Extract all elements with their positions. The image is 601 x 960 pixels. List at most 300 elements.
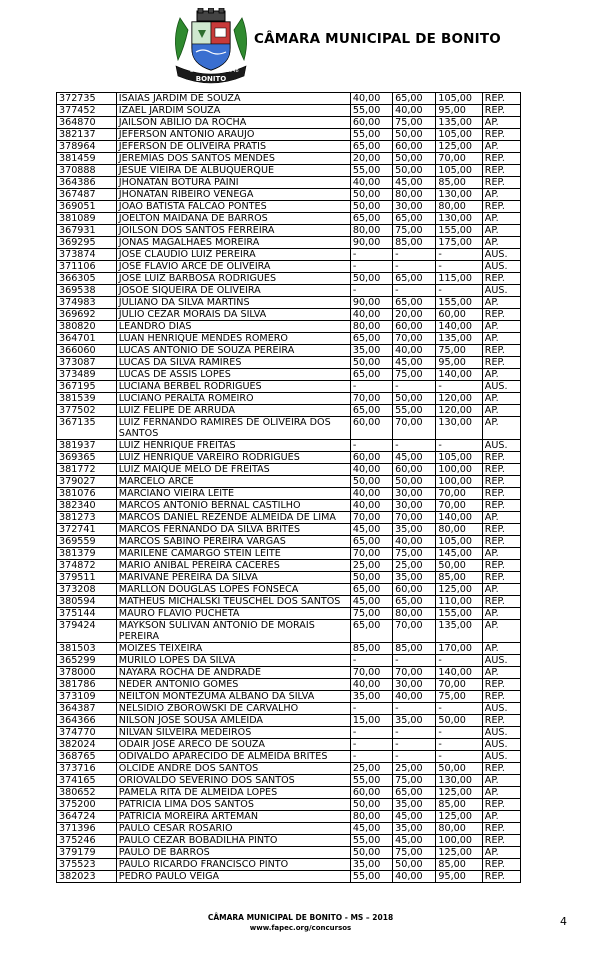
table-row bbox=[57, 524, 521, 536]
table-row bbox=[57, 584, 521, 596]
score-1-cell: 40,00 bbox=[350, 93, 392, 105]
score-2-cell: 45,00 bbox=[393, 811, 436, 823]
total-score-cell: 120,00 bbox=[436, 405, 482, 417]
candidate-id-cell: 381786 bbox=[57, 679, 117, 691]
score-2-cell: 40,00 bbox=[393, 871, 436, 883]
result-status-cell: REP. bbox=[482, 715, 520, 727]
candidate-id-cell: 371396 bbox=[57, 823, 117, 835]
total-score-cell: - bbox=[436, 440, 482, 452]
result-status-cell: REP. bbox=[482, 309, 520, 321]
candidate-name-cell: JHONATAN RIBEIRO VENEGA bbox=[116, 189, 350, 201]
result-status-cell: AP. bbox=[482, 775, 520, 787]
candidate-id-cell: 377452 bbox=[57, 105, 117, 117]
table-row bbox=[57, 93, 521, 105]
candidate-name-cell: MARCOS ANTONIO BERNAL CASTILHO bbox=[116, 500, 350, 512]
candidate-id-cell: 364386 bbox=[57, 177, 117, 189]
candidate-name-cell: LUIZ HENRIQUE VAREIRO RODRIGUES bbox=[116, 452, 350, 464]
result-status-cell: AP. bbox=[482, 608, 520, 620]
result-status-cell: AP. bbox=[482, 369, 520, 381]
candidate-name-cell: JESUE VIEIRA DE ALBUQUERQUE bbox=[116, 165, 350, 177]
total-score-cell: 95,00 bbox=[436, 871, 482, 883]
score-2-cell: 65,00 bbox=[393, 787, 436, 799]
score-2-cell: - bbox=[393, 739, 436, 751]
result-status-cell: AP. bbox=[482, 225, 520, 237]
total-score-cell: 85,00 bbox=[436, 572, 482, 584]
table-row bbox=[57, 763, 521, 775]
score-2-cell: 40,00 bbox=[393, 691, 436, 703]
candidate-name-cell: ODAIR JOSÉ ARECO DE SOUZA bbox=[116, 739, 350, 751]
candidate-id-cell: 374770 bbox=[57, 727, 117, 739]
emblem-banner-text: BONITO bbox=[195, 75, 227, 83]
result-status-cell: REP. bbox=[482, 464, 520, 476]
candidate-name-cell: ISAIAS JARDIM DE SOUZA bbox=[116, 93, 350, 105]
total-score-cell: 50,00 bbox=[436, 763, 482, 775]
candidate-id-cell: 379511 bbox=[57, 572, 117, 584]
table-row bbox=[57, 787, 521, 799]
table-row bbox=[57, 512, 521, 524]
candidate-name-cell: PAMELA RITA DE ALMEIDA LOPES bbox=[116, 787, 350, 799]
score-2-cell: 40,00 bbox=[393, 536, 436, 548]
result-status-cell: AUS. bbox=[482, 285, 520, 297]
total-score-cell: 155,00 bbox=[436, 608, 482, 620]
table-row bbox=[57, 608, 521, 620]
candidate-name-cell: MARCOS SABINO PEREIRA VARGAS bbox=[116, 536, 350, 548]
table-row bbox=[57, 799, 521, 811]
footer-title: CÂMARA MUNICIPAL DE BONITO - MS – 2018 bbox=[207, 913, 394, 922]
score-2-cell: 75,00 bbox=[393, 369, 436, 381]
score-1-cell: 50,00 bbox=[350, 273, 392, 285]
score-2-cell: 35,00 bbox=[393, 524, 436, 536]
total-score-cell: - bbox=[436, 739, 482, 751]
candidate-name-cell: LUCAS DE ASSIS LOPES bbox=[116, 369, 350, 381]
result-status-cell: REP. bbox=[482, 799, 520, 811]
total-score-cell: 100,00 bbox=[436, 476, 482, 488]
result-status-cell: REP. bbox=[482, 823, 520, 835]
result-status-cell: REP. bbox=[482, 153, 520, 165]
candidate-name-cell: MURILO LOPES DA SILVA bbox=[116, 655, 350, 667]
total-score-cell: 140,00 bbox=[436, 512, 482, 524]
table-row bbox=[57, 440, 521, 452]
table-row bbox=[57, 273, 521, 285]
candidate-name-cell: LUIZ HENRIQUE FREITAS bbox=[116, 440, 350, 452]
result-status-cell: AP. bbox=[482, 643, 520, 655]
candidate-id-cell: 381503 bbox=[57, 643, 117, 655]
score-1-cell: 60,00 bbox=[350, 417, 392, 440]
score-2-cell: 45,00 bbox=[393, 452, 436, 464]
candidate-id-cell: 364366 bbox=[57, 715, 117, 727]
candidate-id-cell: 382023 bbox=[57, 871, 117, 883]
table-row bbox=[57, 620, 521, 643]
total-score-cell: 130,00 bbox=[436, 775, 482, 787]
candidate-name-cell: NEDER ANTONIO GOMES bbox=[116, 679, 350, 691]
result-status-cell: REP. bbox=[482, 524, 520, 536]
candidate-id-cell: 374165 bbox=[57, 775, 117, 787]
results-table bbox=[56, 92, 521, 883]
score-2-cell: 60,00 bbox=[393, 321, 436, 333]
candidate-id-cell: 379027 bbox=[57, 476, 117, 488]
candidate-id-cell: 381459 bbox=[57, 153, 117, 165]
table-row bbox=[57, 536, 521, 548]
candidate-id-cell: 369051 bbox=[57, 201, 117, 213]
total-score-cell: 60,00 bbox=[436, 309, 482, 321]
score-1-cell: 60,00 bbox=[350, 787, 392, 799]
table-row bbox=[57, 572, 521, 584]
table-row bbox=[57, 333, 521, 345]
score-2-cell: 75,00 bbox=[393, 775, 436, 787]
result-status-cell: AP. bbox=[482, 237, 520, 249]
total-score-cell: 145,00 bbox=[436, 548, 482, 560]
table-row bbox=[57, 835, 521, 847]
score-1-cell: 50,00 bbox=[350, 799, 392, 811]
result-status-cell: AP. bbox=[482, 333, 520, 345]
candidate-id-cell: 366060 bbox=[57, 345, 117, 357]
candidate-name-cell: NAYARA ROCHA DE ANDRADE bbox=[116, 667, 350, 679]
score-1-cell: 55,00 bbox=[350, 871, 392, 883]
candidate-name-cell: NEILTON MONTEZUMA ALBANO DA SILVA bbox=[116, 691, 350, 703]
score-2-cell: 40,00 bbox=[393, 345, 436, 357]
candidate-name-cell: LUIZ MAIQUE MELO DE FREITAS bbox=[116, 464, 350, 476]
score-2-cell: - bbox=[393, 249, 436, 261]
candidate-id-cell: 369538 bbox=[57, 285, 117, 297]
score-2-cell: 70,00 bbox=[393, 512, 436, 524]
table-row bbox=[57, 871, 521, 883]
result-status-cell: REP. bbox=[482, 165, 520, 177]
score-2-cell: 50,00 bbox=[393, 393, 436, 405]
candidate-id-cell: 373109 bbox=[57, 691, 117, 703]
score-2-cell: 30,00 bbox=[393, 488, 436, 500]
table-row bbox=[57, 417, 521, 440]
score-1-cell: - bbox=[350, 727, 392, 739]
result-status-cell: AUS. bbox=[482, 739, 520, 751]
total-score-cell: 50,00 bbox=[436, 560, 482, 572]
score-2-cell: 65,00 bbox=[393, 297, 436, 309]
table-row bbox=[57, 285, 521, 297]
score-1-cell: 45,00 bbox=[350, 823, 392, 835]
result-status-cell: AP. bbox=[482, 297, 520, 309]
score-1-cell: 80,00 bbox=[350, 811, 392, 823]
score-1-cell: - bbox=[350, 655, 392, 667]
candidate-id-cell: 373489 bbox=[57, 369, 117, 381]
table-row bbox=[57, 548, 521, 560]
score-2-cell: 35,00 bbox=[393, 799, 436, 811]
total-score-cell: - bbox=[436, 655, 482, 667]
score-2-cell: - bbox=[393, 655, 436, 667]
total-score-cell: - bbox=[436, 249, 482, 261]
table-row bbox=[57, 225, 521, 237]
table-row bbox=[57, 679, 521, 691]
candidate-id-cell: 380820 bbox=[57, 321, 117, 333]
emblem-year-right: 1948 bbox=[226, 68, 239, 74]
score-1-cell: 70,00 bbox=[350, 548, 392, 560]
score-2-cell: 25,00 bbox=[393, 560, 436, 572]
result-status-cell: REP. bbox=[482, 871, 520, 883]
candidate-id-cell: 381076 bbox=[57, 488, 117, 500]
candidate-id-cell: 367135 bbox=[57, 417, 117, 440]
candidate-id-cell: 377502 bbox=[57, 405, 117, 417]
table-row bbox=[57, 464, 521, 476]
candidate-name-cell: PEDRO PAULO VEIGA bbox=[116, 871, 350, 883]
score-1-cell: 65,00 bbox=[350, 369, 392, 381]
score-1-cell: 65,00 bbox=[350, 213, 392, 225]
score-2-cell: - bbox=[393, 261, 436, 273]
score-1-cell: 70,00 bbox=[350, 393, 392, 405]
score-1-cell: 45,00 bbox=[350, 524, 392, 536]
candidate-id-cell: 375246 bbox=[57, 835, 117, 847]
candidate-name-cell: LUAN HENRIQUE MENDES ROMERO bbox=[116, 333, 350, 345]
score-2-cell: 75,00 bbox=[393, 548, 436, 560]
score-2-cell: 35,00 bbox=[393, 823, 436, 835]
score-2-cell: 30,00 bbox=[393, 679, 436, 691]
total-score-cell: 135,00 bbox=[436, 620, 482, 643]
emblem-year-left: 2 10 bbox=[190, 68, 202, 74]
table-row bbox=[57, 345, 521, 357]
score-2-cell: - bbox=[393, 703, 436, 715]
total-score-cell: 120,00 bbox=[436, 393, 482, 405]
score-2-cell: 50,00 bbox=[393, 859, 436, 871]
candidate-name-cell: LUCIANO PERALTA ROMEIRO bbox=[116, 393, 350, 405]
result-status-cell: AP. bbox=[482, 189, 520, 201]
candidate-id-cell: 367931 bbox=[57, 225, 117, 237]
candidate-id-cell: 379424 bbox=[57, 620, 117, 643]
candidate-id-cell: 372735 bbox=[57, 93, 117, 105]
score-1-cell: 40,00 bbox=[350, 177, 392, 189]
total-score-cell: 70,00 bbox=[436, 153, 482, 165]
candidate-name-cell: MAYKSON SULIVAN ANTONIO DE MORAIS PEREIRA bbox=[116, 620, 350, 643]
table-row bbox=[57, 177, 521, 189]
score-2-cell: 85,00 bbox=[393, 643, 436, 655]
table-row bbox=[57, 488, 521, 500]
score-2-cell: 60,00 bbox=[393, 584, 436, 596]
result-status-cell: AUS. bbox=[482, 727, 520, 739]
candidate-name-cell: LUIZ FELIPE DE ARRUDA bbox=[116, 405, 350, 417]
result-status-cell: REP. bbox=[482, 201, 520, 213]
total-score-cell: 80,00 bbox=[436, 524, 482, 536]
score-2-cell: 35,00 bbox=[393, 715, 436, 727]
candidate-name-cell: NILVAN SILVEIRA MEDEIROS bbox=[116, 727, 350, 739]
score-1-cell: 50,00 bbox=[350, 572, 392, 584]
result-status-cell: AUS. bbox=[482, 249, 520, 261]
score-1-cell: 55,00 bbox=[350, 129, 392, 141]
candidate-name-cell: ODIVALDO APARECIDO DE ALMEIDA BRITES bbox=[116, 751, 350, 763]
result-status-cell: REP. bbox=[482, 357, 520, 369]
candidate-id-cell: 381273 bbox=[57, 512, 117, 524]
total-score-cell: 95,00 bbox=[436, 105, 482, 117]
table-row bbox=[57, 189, 521, 201]
total-score-cell: 110,00 bbox=[436, 596, 482, 608]
score-2-cell: 45,00 bbox=[393, 357, 436, 369]
candidate-name-cell: MARIVANE PEREIRA DA SILVA bbox=[116, 572, 350, 584]
candidate-name-cell: JAILSON ABÍLIO DA ROCHA bbox=[116, 117, 350, 129]
total-score-cell: 130,00 bbox=[436, 417, 482, 440]
candidate-id-cell: 370888 bbox=[57, 165, 117, 177]
total-score-cell: 70,00 bbox=[436, 488, 482, 500]
table-row bbox=[57, 237, 521, 249]
result-status-cell: REP. bbox=[482, 536, 520, 548]
total-score-cell: 155,00 bbox=[436, 225, 482, 237]
coat-of-arms-icon bbox=[170, 8, 252, 86]
table-row bbox=[57, 775, 521, 787]
candidate-id-cell: 382340 bbox=[57, 500, 117, 512]
result-status-cell: AUS. bbox=[482, 381, 520, 393]
total-score-cell: 105,00 bbox=[436, 452, 482, 464]
result-status-cell: REP. bbox=[482, 345, 520, 357]
score-2-cell: 20,00 bbox=[393, 309, 436, 321]
candidate-name-cell: MARLLON DOUGLAS LOPES FONSECA bbox=[116, 584, 350, 596]
score-1-cell: 35,00 bbox=[350, 859, 392, 871]
score-1-cell: - bbox=[350, 285, 392, 297]
total-score-cell: 105,00 bbox=[436, 536, 482, 548]
table-row bbox=[57, 811, 521, 823]
candidate-name-cell: PATRICIA LIMA DOS SANTOS bbox=[116, 799, 350, 811]
result-status-cell: AP. bbox=[482, 117, 520, 129]
candidate-id-cell: 373208 bbox=[57, 584, 117, 596]
total-score-cell: 140,00 bbox=[436, 321, 482, 333]
score-2-cell: 65,00 bbox=[393, 213, 436, 225]
score-2-cell: - bbox=[393, 440, 436, 452]
score-1-cell: 40,00 bbox=[350, 500, 392, 512]
score-1-cell: 55,00 bbox=[350, 165, 392, 177]
table-row bbox=[57, 141, 521, 153]
total-score-cell: 80,00 bbox=[436, 201, 482, 213]
candidate-id-cell: 375200 bbox=[57, 799, 117, 811]
score-2-cell: 30,00 bbox=[393, 201, 436, 213]
candidate-name-cell: MARCOS FERNANDO DA SILVA BRITES bbox=[116, 524, 350, 536]
table-row bbox=[57, 691, 521, 703]
candidate-id-cell: 374872 bbox=[57, 560, 117, 572]
results-table-body bbox=[57, 93, 521, 883]
table-row bbox=[57, 309, 521, 321]
result-status-cell: AP. bbox=[482, 321, 520, 333]
table-row bbox=[57, 452, 521, 464]
result-status-cell: AP. bbox=[482, 417, 520, 440]
table-row bbox=[57, 823, 521, 835]
total-score-cell: 130,00 bbox=[436, 189, 482, 201]
score-1-cell: 35,00 bbox=[350, 691, 392, 703]
total-score-cell: 85,00 bbox=[436, 859, 482, 871]
candidate-name-cell: NILSON JOSE SOUSA AMLEIDA bbox=[116, 715, 350, 727]
candidate-name-cell: JEFERSON DE OLIVEIRA PRATIS bbox=[116, 141, 350, 153]
score-2-cell: 75,00 bbox=[393, 117, 436, 129]
table-row bbox=[57, 751, 521, 763]
score-1-cell: - bbox=[350, 703, 392, 715]
score-1-cell: 40,00 bbox=[350, 679, 392, 691]
score-1-cell: 50,00 bbox=[350, 357, 392, 369]
result-status-cell: AUS. bbox=[482, 440, 520, 452]
candidate-id-cell: 381539 bbox=[57, 393, 117, 405]
candidate-id-cell: 380594 bbox=[57, 596, 117, 608]
result-status-cell: REP. bbox=[482, 763, 520, 775]
candidate-id-cell: 366305 bbox=[57, 273, 117, 285]
candidate-name-cell: JEREMIAS DOS SANTOS MENDES bbox=[116, 153, 350, 165]
score-1-cell: 50,00 bbox=[350, 847, 392, 859]
candidate-id-cell: 365299 bbox=[57, 655, 117, 667]
result-status-cell: AP. bbox=[482, 847, 520, 859]
candidate-name-cell: JOSE CLAUDIO LUIZ PEREIRA bbox=[116, 249, 350, 261]
score-2-cell: 40,00 bbox=[393, 105, 436, 117]
result-status-cell: AP. bbox=[482, 787, 520, 799]
candidate-name-cell: JOELTON MAIDANA DE BARROS bbox=[116, 213, 350, 225]
score-2-cell: 70,00 bbox=[393, 333, 436, 345]
candidate-name-cell: MARCELO ARCE bbox=[116, 476, 350, 488]
candidate-id-cell: 381772 bbox=[57, 464, 117, 476]
candidate-name-cell: JHONATAN BOTURA PAINI bbox=[116, 177, 350, 189]
candidate-name-cell: JULIANO DA SILVA MARTINS bbox=[116, 297, 350, 309]
score-2-cell: 50,00 bbox=[393, 129, 436, 141]
table-row bbox=[57, 667, 521, 679]
candidate-name-cell: NELSIDIO ZBOROWSKI DE CARVALHO bbox=[116, 703, 350, 715]
candidate-name-cell: LUCIANA BERBEL RODRIGUES bbox=[116, 381, 350, 393]
candidate-id-cell: 378964 bbox=[57, 141, 117, 153]
score-2-cell: 45,00 bbox=[393, 177, 436, 189]
candidate-id-cell: 364701 bbox=[57, 333, 117, 345]
score-1-cell: 35,00 bbox=[350, 345, 392, 357]
total-score-cell: 130,00 bbox=[436, 213, 482, 225]
result-status-cell: AP. bbox=[482, 548, 520, 560]
total-score-cell: 140,00 bbox=[436, 369, 482, 381]
score-1-cell: 60,00 bbox=[350, 452, 392, 464]
candidate-name-cell: JONAS MAGALHÃES MOREIRA bbox=[116, 237, 350, 249]
total-score-cell: 85,00 bbox=[436, 799, 482, 811]
table-row bbox=[57, 381, 521, 393]
result-status-cell: REP. bbox=[482, 572, 520, 584]
score-1-cell: - bbox=[350, 381, 392, 393]
table-row bbox=[57, 643, 521, 655]
score-1-cell: 90,00 bbox=[350, 297, 392, 309]
candidate-id-cell: 369365 bbox=[57, 452, 117, 464]
result-status-cell: AP. bbox=[482, 393, 520, 405]
candidate-name-cell: LEANDRO DIAS bbox=[116, 321, 350, 333]
total-score-cell: 125,00 bbox=[436, 811, 482, 823]
result-status-cell: REP. bbox=[482, 500, 520, 512]
candidate-name-cell: PAULO RICARDO FRANCISCO PINTO bbox=[116, 859, 350, 871]
score-1-cell: 75,00 bbox=[350, 608, 392, 620]
total-score-cell: 105,00 bbox=[436, 129, 482, 141]
table-row bbox=[57, 165, 521, 177]
candidate-name-cell: PAULO CEZAR BOBADILHA PINTO bbox=[116, 835, 350, 847]
score-2-cell: 55,00 bbox=[393, 405, 436, 417]
candidate-name-cell: MARCOS DANIEL REZENDE ALMEIDA DE LIMA bbox=[116, 512, 350, 524]
candidate-name-cell: JEFERSON ANTONIO ARAUJO bbox=[116, 129, 350, 141]
total-score-cell: 115,00 bbox=[436, 273, 482, 285]
score-2-cell: 65,00 bbox=[393, 273, 436, 285]
result-status-cell: REP. bbox=[482, 560, 520, 572]
total-score-cell: 105,00 bbox=[436, 93, 482, 105]
table-row bbox=[57, 393, 521, 405]
result-status-cell: REP. bbox=[482, 452, 520, 464]
total-score-cell: 70,00 bbox=[436, 500, 482, 512]
total-score-cell: 125,00 bbox=[436, 141, 482, 153]
score-1-cell: 70,00 bbox=[350, 667, 392, 679]
candidate-name-cell: JOSÉ LUIZ BARBOSA RODRIGUÊS bbox=[116, 273, 350, 285]
candidate-name-cell: IZAEL JARDIM SOUZA bbox=[116, 105, 350, 117]
candidate-id-cell: 373874 bbox=[57, 249, 117, 261]
total-score-cell: 75,00 bbox=[436, 345, 482, 357]
table-row bbox=[57, 655, 521, 667]
candidate-id-cell: 369692 bbox=[57, 309, 117, 321]
score-2-cell: 80,00 bbox=[393, 608, 436, 620]
score-2-cell: - bbox=[393, 751, 436, 763]
total-score-cell: 105,00 bbox=[436, 165, 482, 177]
total-score-cell: - bbox=[436, 285, 482, 297]
table-row bbox=[57, 847, 521, 859]
candidate-id-cell: 373087 bbox=[57, 357, 117, 369]
result-status-cell: REP. bbox=[482, 273, 520, 285]
organization-title: CÂMARA MUNICIPAL DE BONITO bbox=[254, 31, 501, 47]
candidate-name-cell: ORIOVALDO SEVERINO DOS SANTOS bbox=[116, 775, 350, 787]
total-score-cell: 135,00 bbox=[436, 117, 482, 129]
candidate-name-cell: JOAO BATISTA FALCAO PONTES bbox=[116, 201, 350, 213]
candidate-name-cell: PAULO CESAR ROSARIO bbox=[116, 823, 350, 835]
